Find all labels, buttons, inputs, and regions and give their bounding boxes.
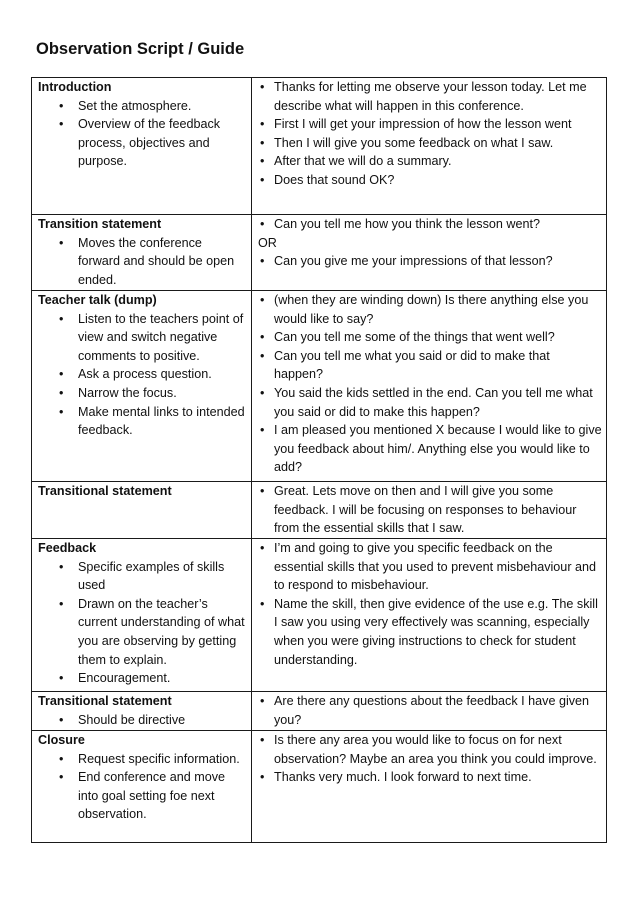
stage-heading: Closure: [38, 733, 85, 747]
script-line: • Can you tell me some of the things that went well?: [274, 328, 602, 347]
script-cell: [252, 731, 607, 843]
guide-row: [32, 215, 607, 291]
stage-point: • End conference and move into goal setting foe next observation.: [58, 768, 247, 824]
stage-heading: Transition statement: [38, 217, 162, 231]
script-line: • Thanks very much. I look forward to next time.: [274, 768, 602, 787]
stage-cell: [32, 78, 252, 215]
stage-heading: Introduction: [38, 80, 112, 94]
stage-points-list: [38, 750, 247, 824]
stage-cell: [32, 692, 252, 731]
script-line: • After that we will do a summary.: [274, 152, 602, 171]
stage-point: • Listen to the teachers point of view and switch negative comments to positive.: [58, 310, 247, 366]
stage-cell: [32, 215, 252, 291]
guide-row: [32, 692, 607, 731]
script-cell: [252, 539, 607, 692]
script-line: • You said the kids settled in the end. Can you tell me what you said or did to make this happen?: [274, 384, 602, 421]
script-line: • First I will get your impression of how the lesson went: [274, 115, 602, 134]
script-lines-list: [258, 731, 602, 787]
script-line: • Then I will give you some feedback on what I saw.: [274, 134, 602, 153]
stage-point: • Moves the conference forward and should be open ended.: [58, 234, 247, 290]
script-line: • (when they are winding down) Is there anything else you would like to say?: [274, 291, 602, 328]
stage-points-list: [38, 97, 247, 171]
script-line: • Name the skill, then give evidence of the use e.g. The skill I saw you using very effectively was scanning, especially when you were giving instructions to check for student understanding.: [274, 595, 602, 669]
script-lines-list: [258, 539, 602, 669]
script-lines-list: [258, 252, 602, 271]
stage-heading: Feedback: [38, 541, 97, 555]
script-line: • Are there any questions about the feedback I have given you?: [274, 692, 602, 729]
observation-guide-table: [31, 77, 607, 843]
stage-heading: Transitional statement: [38, 694, 172, 708]
stage-point: • Drawn on the teacher’s current understanding of what you are observing by getting them to explain.: [58, 595, 247, 669]
stage-point: • Set the atmosphere.: [58, 97, 247, 116]
script-cell: [252, 78, 607, 215]
stage-point: • Request specific information.: [58, 750, 247, 769]
stage-point: • Overview of the feedback process, objectives and purpose.: [58, 115, 247, 171]
script-cell: [252, 482, 607, 539]
script-cell: [252, 692, 607, 731]
script-line: • Can you tell me how you think the lesson went?: [274, 215, 602, 234]
stage-heading: Transitional statement: [38, 484, 172, 498]
stage-point: • Should be directive: [58, 711, 247, 730]
stage-points-list: [38, 310, 247, 440]
guide-row: [32, 731, 607, 843]
script-lines-list: [258, 291, 602, 477]
script-line: • Great. Lets move on then and I will give you some feedback. I will be focusing on responses to behaviour from the essential skills that I saw.: [274, 482, 602, 538]
stage-point: • Ask a process question.: [58, 365, 247, 384]
guide-row: [32, 539, 607, 692]
script-lines-list: [258, 692, 602, 729]
stage-point: • Specific examples of skills used: [58, 558, 247, 595]
guide-table-body: [32, 78, 607, 843]
script-line: • I’m and going to give you specific feedback on the essential skills that you used to prevent misbehaviour and to respond to misbehaviour.: [274, 539, 602, 595]
script-line: • I am pleased you mentioned X because I would like to give you feedback about him/. Anything else you would like to add?: [274, 421, 602, 477]
script-cell: [252, 291, 607, 482]
script-line: • Does that sound OK?: [274, 171, 602, 190]
stage-point: • Narrow the focus.: [58, 384, 247, 403]
script-line: • Is there any area you would like to focus on for next observation? Maybe an area you think you could improve.: [274, 731, 602, 768]
script-line: • Thanks for letting me observe your lesson today. Let me describe what will happen in this conference.: [274, 78, 602, 115]
stage-points-list: [38, 234, 247, 290]
stage-point: • Encouragement.: [58, 669, 247, 688]
script-cell: [252, 215, 607, 291]
page-title: Observation Script / Guide: [36, 40, 245, 58]
stage-cell: [32, 291, 252, 482]
stage-points-list: [38, 711, 247, 730]
guide-row: [32, 291, 607, 482]
guide-row: [32, 78, 607, 215]
stage-points-list: [38, 558, 247, 688]
script-connector: OR: [258, 235, 277, 250]
stage-point: • Make mental links to intended feedback.: [58, 403, 247, 440]
script-line: • Can you tell me what you said or did to make that happen?: [274, 347, 602, 384]
script-lines-list: [258, 482, 602, 538]
script-lines-list: [258, 78, 602, 190]
stage-heading: Teacher talk (dump): [38, 293, 157, 307]
stage-cell: [32, 731, 252, 843]
stage-cell: [32, 482, 252, 539]
script-lines-list: [258, 215, 602, 234]
guide-row: [32, 482, 607, 539]
stage-cell: [32, 539, 252, 692]
script-line: • Can you give me your impressions of that lesson?: [274, 252, 602, 271]
